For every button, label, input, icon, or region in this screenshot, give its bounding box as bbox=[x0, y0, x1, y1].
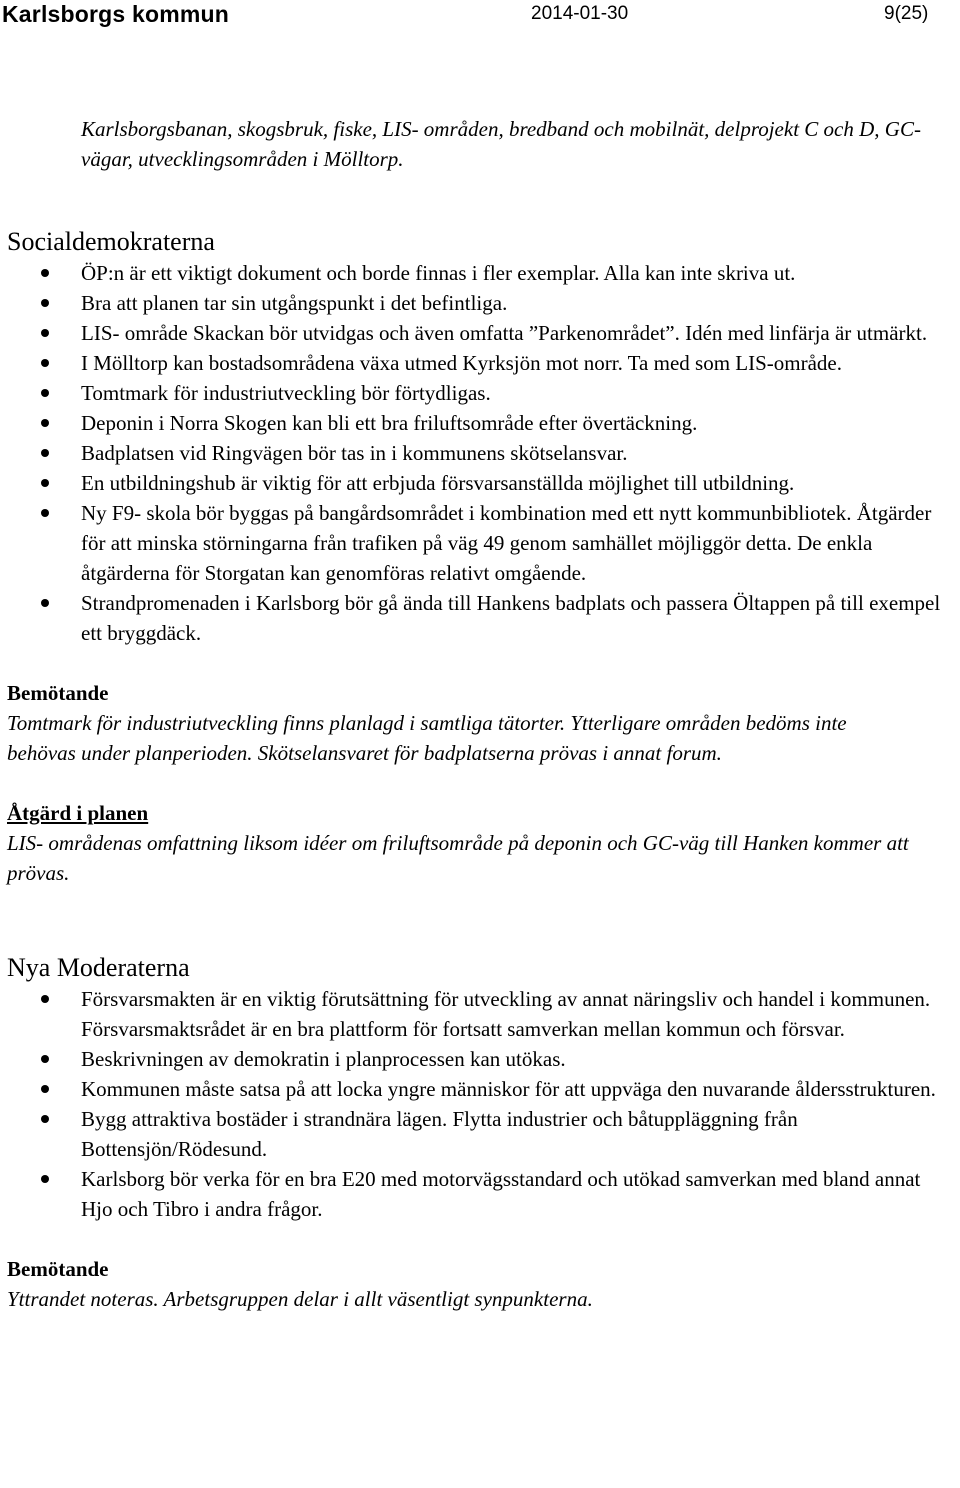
intro-paragraph: Karlsborgsbanan, skogsbruk, fiske, LIS- områden, bredband och mobilnät, delprojekt C och D, GC-vägar, utvecklingsområden i Mölltorp. bbox=[81, 117, 921, 171]
bullet-icon bbox=[41, 599, 49, 607]
list-item: Bygg attraktiva bostäder i strandnära lägen. Flytta industrier och båtuppläggning från Bottensjön/Rödesund. bbox=[81, 1104, 957, 1164]
list-item: Beskrivningen av demokratin i planprocessen kan utökas. bbox=[81, 1044, 957, 1074]
socialdemokraterna-points bbox=[7, 258, 957, 648]
bullet-icon bbox=[41, 449, 49, 457]
response-text: Yttrandet noteras. Arbetsgruppen delar i allt väsentligt synpunkterna. bbox=[7, 1287, 593, 1311]
response-text: Tomtmark för industriutveckling finns planlagd i samtliga tätorter. Ytterligare områden bedöms inte behövas under planperioden. Skötselansvaret för badplatserna prövas i annat forum. bbox=[7, 711, 847, 765]
list-item: Karlsborg bör verka för en bra E20 med motorvägsstandard och utökad samverkan med bland annat Hjo och Tibro i andra frågor. bbox=[81, 1164, 957, 1224]
list-item: Försvarsmakten är en viktig förutsättning för utveckling av annat näringsliv och handel i kommunen. Försvarsmaktsrådet är en bra plattform för fortsatt samverkan mellan kommun och försvar. bbox=[81, 984, 957, 1044]
action-heading: Åtgärd i planen bbox=[7, 801, 149, 825]
list-item: I Mölltorp kan bostadsområdena växa utmed Kyrksjön mot norr. Ta med som LIS-område. bbox=[81, 348, 957, 378]
party-heading-socialdemokraterna: Socialdemokraterna bbox=[7, 227, 215, 256]
bullet-icon bbox=[41, 269, 49, 277]
bullet-icon bbox=[41, 1115, 49, 1123]
bullet-icon bbox=[41, 419, 49, 427]
document-date: 2014-01-30 bbox=[531, 3, 629, 24]
list-item: En utbildningshub är viktig för att erbjuda försvarsanställda möjlighet till utbildning. bbox=[81, 468, 957, 498]
bullet-icon bbox=[41, 1175, 49, 1183]
municipality-logo: Karlsborgs kommun bbox=[2, 1, 230, 27]
list-item: Kommunen måste satsa på att locka yngre människor för att uppväga den nuvarande åldersstrukturen. bbox=[81, 1074, 957, 1104]
list-item: ÖP:n är ett viktigt dokument och borde finnas i fler exemplar. Alla kan inte skriva ut. bbox=[81, 258, 957, 288]
bullet-icon bbox=[41, 479, 49, 487]
list-item: Deponin i Norra Skogen kan bli ett bra friluftsområde efter övertäckning. bbox=[81, 408, 957, 438]
bullet-icon bbox=[41, 995, 49, 1003]
nya-moderaterna-points bbox=[7, 984, 957, 1224]
list-item: Badplatsen vid Ringvägen bör tas in i kommunens skötselansvar. bbox=[81, 438, 957, 468]
list-item: Ny F9- skola bör byggas på bangårdsområdet i kombination med ett nytt kommunbibliotek. Åtgärder för att minska störningarna från trafiken på väg 49 genom samhället möjliggör detta. De enkla åtgärderna för Storgatan kan genomföras relativt omgående. bbox=[81, 498, 957, 588]
response-heading: Bemötande bbox=[7, 681, 109, 705]
list-item: Tomtmark för industriutveckling bör förtydligas. bbox=[81, 378, 957, 408]
list-item: Strandpromenaden i Karlsborg bör gå ända till Hankens badplats och passera Öltappen på till exempel ett bryggdäck. bbox=[81, 588, 957, 648]
list-item: LIS- område Skackan bör utvidgas och även omfatta ”Parkenområdet”. Idén med linfärja är utmärkt. bbox=[81, 318, 957, 348]
bullet-icon bbox=[41, 299, 49, 307]
bullet-icon bbox=[41, 1085, 49, 1093]
page-header bbox=[0, 0, 960, 30]
action-text: LIS- områdenas omfattning liksom idéer om friluftsområde på deponin och GC-väg till Hanken kommer att prövas. bbox=[7, 831, 909, 885]
party-heading-nya-moderaterna: Nya Moderaterna bbox=[7, 953, 190, 982]
document-body bbox=[7, 114, 957, 1314]
list-item: Bra att planen tar sin utgångspunkt i det befintliga. bbox=[81, 288, 957, 318]
response-heading: Bemötande bbox=[7, 1257, 109, 1281]
bullet-icon bbox=[41, 509, 49, 517]
bullet-icon bbox=[41, 389, 49, 397]
bullet-icon bbox=[41, 329, 49, 337]
bullet-icon bbox=[41, 1055, 49, 1063]
page-number: 9(25) bbox=[884, 3, 929, 24]
bullet-icon bbox=[41, 359, 49, 367]
